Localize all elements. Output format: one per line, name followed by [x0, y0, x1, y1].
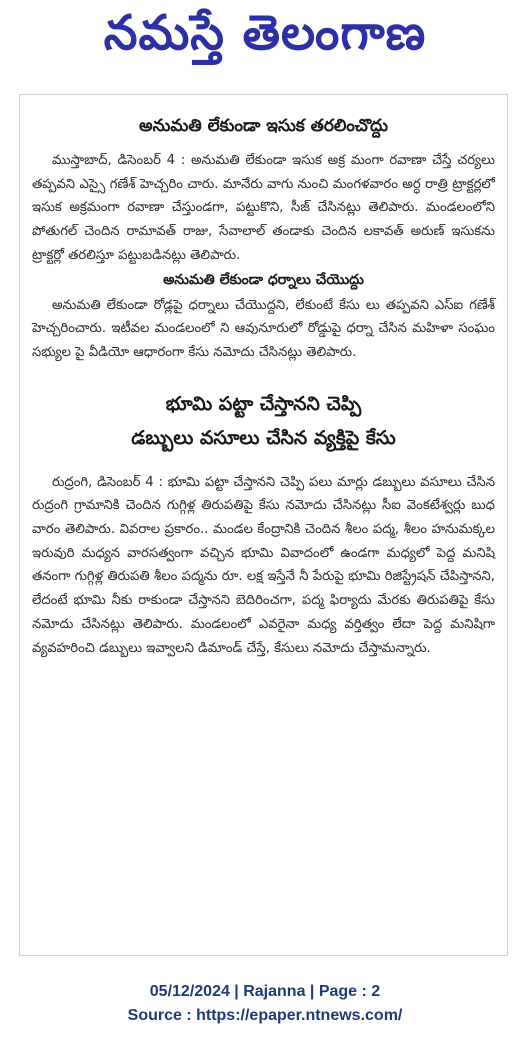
footer-date-edition: 05/12/2024 | Rajanna | Page : 2 [149, 983, 381, 1000]
article2-body: రుద్రంగి, డిసెంబర్ 4 : భూమి పట్టా చేస్తానని చెప్పి పలు మార్లు డబ్బులు వసూలు చేసిన రుద్రంగి గ్రామానికి చెందిన గుగ్గిళ్ల తిరుపతిపై కేసు నమోదు చేసినట్లు సీఐ వెంకటేశ్వర్లు బుధ వారం తెలిపారు. వివరాల ప్రకారం.. మండల కేంద్రానికి చెందిన శీలం పద్మ, శీలం హనుమక్కల ఇరువురి మధ్యన వారసత్వంగా వచ్చిన భూమి వివాదంలో ఉండగా మధ్యలో పెద్ద మనిషి తనంగా గుగ్గిళ్ల తిరుపతి శీలం పద్మను రూ. లక్ష ఇస్తేనే నీ పేరుపై భూమి రిజిస్ట్రేషన్ చేపిస్తానని, లేదంటే భూమి నీకు రాకుండా చేస్తానని బెదిరించగా, పద్మ ఫిర్యాదు మేరకు తిరుపతిపై కేసు నమోదు చేసినట్లు తెలిపారు. మండలంలో ఎవరైనా మధ్య వర్తిత్వం లేదా పెద్ద మనిషిగా వ్యవహరించి డబ్బులు ఇవ్వాలని డిమాండ్ చేస్తే, కేసులు నమోదు చేస్తామన్నారు. [32, 474, 495, 656]
newspaper-logo: నమస్తే తెలంగాణ [103, 5, 427, 61]
news-clipping [19, 94, 508, 956]
article2-headline-line1: భూమి పట్టా చేస్తానని చెప్పి [165, 392, 362, 415]
article1-headline: అనుమతి లేకుండా ఇసుక తరలించొద్దు [139, 116, 388, 136]
article1-body2: అనుమతి లేకుండా రోడ్లపై ధర్నాలు చేయొద్దని, లేకుంటే కేసు లు తప్పవని ఎస్ఐ గణేశ్ హెచ్చరించారు. ఇటీవల మండలంలో ని ఆవునూరులో రోడ్డుపై ధర్నా చేసిన మహిళా సంఘం సభ్యుల పై వీడియో ఆధారంగా కేసు నమోదు చేసినట్లు తెలిపారు. [32, 297, 495, 360]
article1-subheadline: అనుమతి లేకుండా ధర్నాలు చేయొద్దు [163, 271, 364, 288]
footer-source: Source : https://epaper.ntnews.com/ [127, 1007, 403, 1024]
article1-body: ముస్తాబాద్, డిసెంబర్ 4 : అనుమతి లేకుండా ఇసుక అక్ర మంగా రవాణా చేస్తే చర్యలు తప్పవని ఎస్సై గణేశ్ హెచ్చరిం చారు. మానేరు వాగు నుంచి మంగళవారం అర్ధ రాత్రి ట్రాక్టర్లలో ఇసుక అక్రమంగా రవాణా చేస్తుండగా, పట్టుకొని, సీజ్ చేసినట్లు తెలిపారు. మండలంలోని పోతుగల్ చెందిన రామావత్ రాజు, సేవాలాల్ తండాకు చెందిన లకావత్ అరుణ్ ఇసుకను ట్రాక్టర్లో తరలిస్తూ పట్టుబడినట్లు తెలిపారు. [32, 153, 495, 263]
masthead [0, 0, 530, 78]
article2-headline-line2: డబ్బులు వసూలు చేసిన వ్యక్తిపై కేసు [131, 426, 396, 449]
